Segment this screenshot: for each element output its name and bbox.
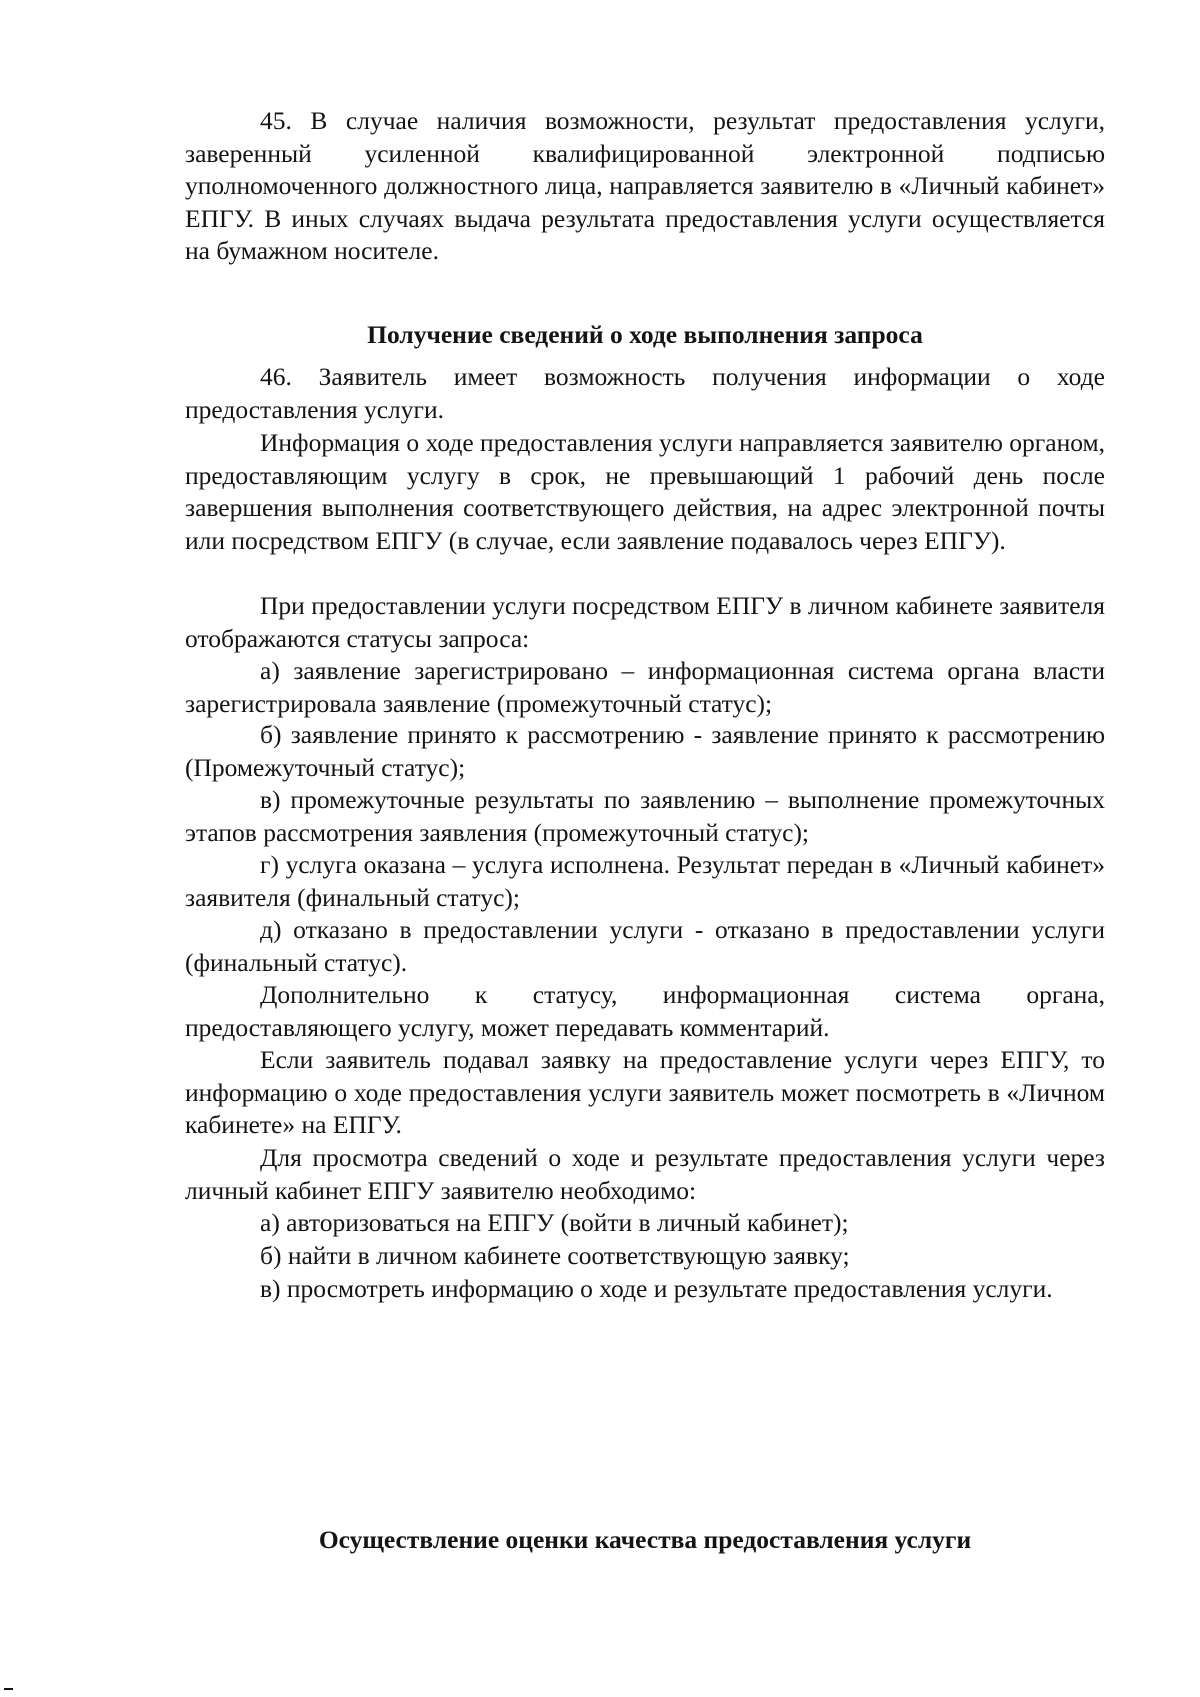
paragraph-view-intro: Для просмотра сведений о ходе и результате предоставления услуги через личный кабинет ЕПГУ заявителю необходимо:	[185, 1143, 1105, 1205]
paragraph-statuses-intro: При предоставлении услуги посредством ЕПГУ в личном кабинете заявителя отображаются статусы запроса:	[185, 591, 1105, 653]
scan-edge-mark	[4, 1688, 13, 1690]
paragraph-if-epgu: Если заявитель подавал заявку на предоставление услуги через ЕПГУ, то информацию о ходе предоставления услуги заявитель может посмотреть в «Личном кабинете» на ЕПГУ.	[185, 1045, 1105, 1140]
status-item-d: д) отказано в предоставлении услуги - отказано в предоставлении услуги (финальный статус).	[185, 915, 1105, 977]
paragraph-46-info: Информация о ходе предоставления услуги направляется заявителю органом, предоставляющим услугу в срок, не превышающий 1 рабочий день после завершения выполнения соответствующего действия, на адрес электронной почты или посредством ЕПГУ (в случае, если заявление подавалось через ЕПГУ).	[185, 428, 1105, 555]
paragraph-additional: Дополнительно к статусу, информационная система органа, предоставляющего услугу, может передавать комментарий.	[185, 980, 1105, 1042]
status-item-g: г) услуга оказана – услуга исполнена. Результат передан в «Личный кабинет» заявителя (финальный статус);	[185, 850, 1105, 912]
view-step-b: б) найти в личном кабинете соответствующую заявку;	[260, 1241, 850, 1270]
status-item-a: а) заявление зарегистрировано – информационная система органа власти зарегистрировала заявление (промежуточный статус);	[185, 656, 1105, 718]
paragraph-46: 46. Заявитель имеет возможность получения информации о ходе предоставления услуги.	[185, 362, 1105, 424]
view-step-a: а) авторизоваться на ЕПГУ (войти в личный кабинет);	[260, 1208, 849, 1237]
section-heading-quality: Осуществление оценки качества предоставления услуги	[318, 1525, 972, 1554]
section-heading-status: Получение сведений о ходе выполнения запроса	[367, 320, 923, 349]
status-item-b: б) заявление принято к рассмотрению - заявление принято к рассмотрению (Промежуточный статус);	[185, 720, 1105, 782]
paragraph-45: 45. В случае наличия возможности, результат предоставления услуги, заверенный усиленной квалифицированной электронной подписью уполномоченного должностного лица, направляется заявителю в «Личный кабинет» ЕПГУ. В иных случаях выдача результата предоставления услуги осуществляется на бумажном носителе.	[185, 106, 1105, 266]
view-step-v: в) просмотреть информацию о ходе и результате предоставления услуги.	[260, 1274, 1053, 1303]
status-item-v: в) промежуточные результаты по заявлению – выполнение промежуточных этапов рассмотрения заявления (промежуточный статус);	[185, 785, 1105, 847]
